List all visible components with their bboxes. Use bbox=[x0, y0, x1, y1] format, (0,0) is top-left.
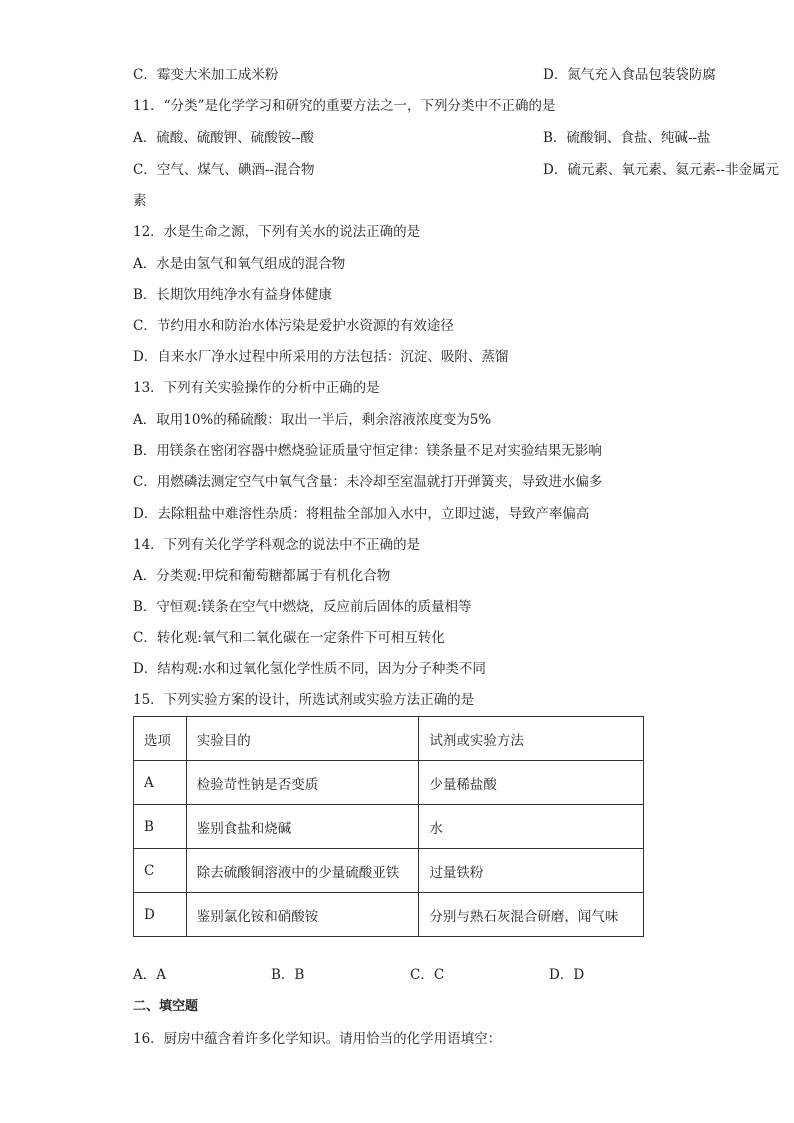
q10-option-d: D．氮气充入食品包装袋防腐 bbox=[543, 67, 716, 83]
table-header-cell: 实验目的 bbox=[186, 717, 419, 761]
q15-answer-d: D．D bbox=[549, 967, 585, 983]
table-header-cell: 试剂或实验方法 bbox=[419, 717, 644, 761]
section-title-fill-in: 二、填空题 bbox=[133, 999, 199, 1014]
q11-option-c: C．空气、煤气、碘酒--混合物 bbox=[133, 162, 315, 178]
table-cell: 除去硫酸铜溶液中的少量硫酸亚铁 bbox=[186, 849, 419, 893]
q14-option-a: A．分类观:甲烷和葡萄糖都属于有机化合物 bbox=[133, 568, 391, 584]
q14-option-c: C．转化观:氧气和二氧化碳在一定条件下可相互转化 bbox=[133, 630, 445, 646]
q11-stem: 11．“分类”是化学学习和研究的重要方法之一，下列分类中不正确的是 bbox=[133, 98, 556, 114]
q14-stem: 14．下列有关化学学科观念的说法中不正确的是 bbox=[133, 537, 421, 553]
q15-stem: 15．下列实验方案的设计，所选试剂或实验方法正确的是 bbox=[133, 692, 475, 708]
q13-stem: 13．下列有关实验操作的分析中正确的是 bbox=[133, 380, 380, 396]
q12-option-b: B．长期饮用纯净水有益身体健康 bbox=[133, 287, 332, 303]
table-header-cell: 选项 bbox=[134, 717, 187, 761]
q15-answer-c: C．C bbox=[410, 967, 445, 983]
table-cell: 过量铁粉 bbox=[419, 849, 644, 893]
q13-option-c: C．用燃磷法测定空气中氧气含量：未冷却至室温就打开弹簧夹，导致进水偏多 bbox=[133, 474, 603, 490]
q13-option-b: B．用镁条在密闭容器中燃烧验证质量守恒定律：镁条量不足对实验结果无影响 bbox=[133, 443, 602, 459]
table-cell: A bbox=[134, 761, 187, 805]
table-cell: 检验苛性钠是否变质 bbox=[186, 761, 419, 805]
q11-option-d: D．硫元素、氧元素、氦元素--非金属元 bbox=[543, 162, 779, 178]
q11-options-cd bbox=[133, 160, 779, 180]
q16-stem: 16．厨房中蕴含着许多化学知识。请用恰当的化学用语填空： bbox=[133, 1031, 502, 1047]
q15-answer-a: A．A bbox=[133, 967, 166, 983]
table-cell: D bbox=[134, 893, 187, 937]
table-header-row bbox=[134, 717, 644, 761]
q12-option-d: D．自来水厂净水过程中所采用的方法包括：沉淀、吸附、蒸馏 bbox=[133, 349, 509, 365]
q15-answer-b: B．B bbox=[271, 967, 305, 983]
q11-option-b: B．硫酸铜、食盐、纯碱--盐 bbox=[543, 130, 711, 146]
table-row bbox=[134, 805, 644, 849]
table-row bbox=[134, 761, 644, 805]
q12-option-c: C．节约用水和防治水体污染是爱护水资源的有效途径 bbox=[133, 318, 454, 334]
table-row bbox=[134, 849, 644, 893]
q14-option-d: D．结构观:水和过氧化氢化学性质不同，因为分子种类不同 bbox=[133, 661, 486, 677]
table-cell: 鉴别氯化铵和硝酸铵 bbox=[186, 893, 419, 937]
q13-option-a: A．取用10%的稀硫酸：取出一半后，剩余溶液浓度变为5% bbox=[133, 412, 492, 428]
table-cell: 分别与熟石灰混合研磨，闻气味 bbox=[419, 893, 644, 937]
table-cell: 水 bbox=[419, 805, 644, 849]
table-cell: 少量稀盐酸 bbox=[419, 761, 644, 805]
q14-option-b: B．守恒观:镁条在空气中燃烧，反应前后固体的质量相等 bbox=[133, 599, 472, 615]
q11-options-ab bbox=[133, 128, 711, 148]
table-cell: 鉴别食盐和烧碱 bbox=[186, 805, 419, 849]
q12-option-a: A．水是由氢气和氧气组成的混合物 bbox=[133, 256, 346, 272]
table-row bbox=[134, 893, 644, 937]
q15-table bbox=[133, 716, 644, 937]
q11-option-a: A．硫酸、硫酸钾、硫酸铵--酸 bbox=[133, 130, 314, 146]
q10-option-c: C．霉变大米加工成米粉 bbox=[133, 67, 279, 83]
table-cell: C bbox=[134, 849, 187, 893]
q11-option-d-wrap: 素 bbox=[133, 193, 147, 209]
q13-option-d: D．去除粗盐中难溶性杂质：将粗盐全部加入水中，立即过滤，导致产率偏高 bbox=[133, 506, 590, 522]
q12-stem: 12．水是生命之源，下列有关水的说法正确的是 bbox=[133, 224, 421, 240]
table-cell: B bbox=[134, 805, 187, 849]
q10-options-cd bbox=[133, 65, 716, 85]
